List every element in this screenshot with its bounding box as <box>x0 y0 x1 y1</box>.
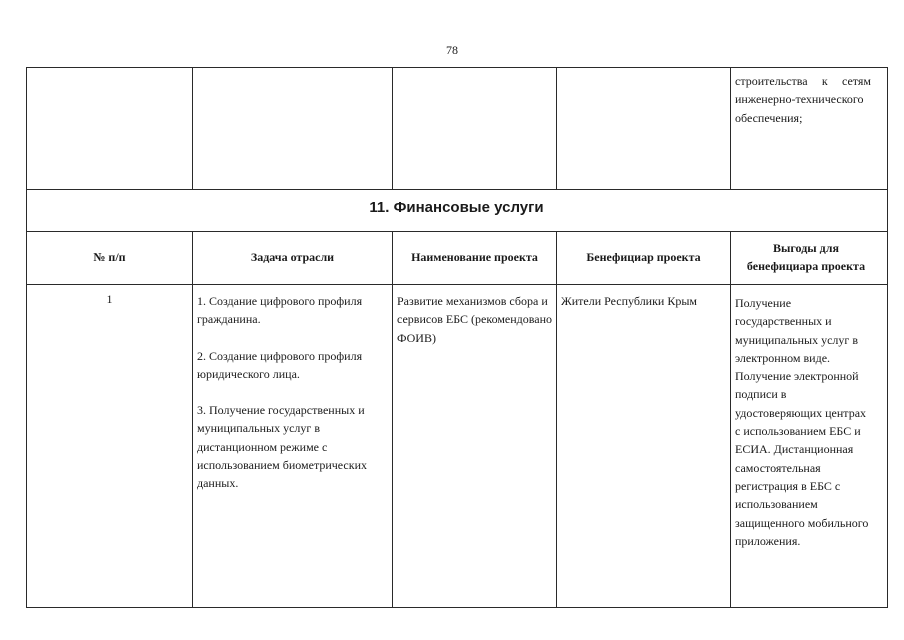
header-beneficiary: Бенефициар проекта <box>586 250 701 264</box>
table-top-border <box>26 67 888 68</box>
task-item: 3. Получение государственных и муниципальных услуг в дистанционном режиме с использованием биометрических данных. <box>197 403 368 491</box>
task-item: 2. Создание цифрового профиля юридического лица. <box>197 348 363 381</box>
header-number: № п/п <box>93 250 126 264</box>
column-divider <box>730 231 731 608</box>
beneficiary: Жители Республики Крым <box>561 294 698 308</box>
project-name: Развитие механизмов сбора и сервисов ЕБС (рекомендовано ФОИВ) <box>397 294 553 345</box>
column-divider <box>192 231 193 608</box>
column-divider <box>556 67 557 189</box>
column-divider <box>392 231 393 608</box>
task-item: 1. Создание цифрового профиля гражданина. <box>197 294 363 327</box>
row-number: 1 <box>106 292 113 306</box>
column-divider <box>730 67 731 189</box>
row-divider <box>26 284 888 285</box>
row-divider <box>26 231 888 232</box>
page-number: 78 <box>446 43 458 57</box>
benefits-continuation: строительства к сетям инженерно-технического обеспечения; <box>735 74 871 125</box>
column-divider <box>392 67 393 189</box>
header-project: Наименование проекта <box>411 250 538 264</box>
table-bottom-border <box>26 607 888 608</box>
table-left-border <box>26 67 27 608</box>
row-divider <box>26 189 888 190</box>
column-divider <box>192 67 193 189</box>
column-divider <box>556 231 557 608</box>
benefits: Получение государственных и муниципальных услуг в электронном виде. Получение электронной подписи в удостоверяющих центрах с использованием ЕБС и ЕСИА. Дистанционная самостоятельная регистрация в ЕБС с использованием защищенного мобильного приложения. <box>735 296 869 548</box>
task-list <box>197 292 385 493</box>
header-task: Задача отрасли <box>250 250 335 264</box>
header-benefits: Выгоды для бенефициара проекта <box>746 241 866 273</box>
section-title: 11. Финансовые услуги <box>369 199 544 216</box>
table-right-border <box>887 67 888 608</box>
